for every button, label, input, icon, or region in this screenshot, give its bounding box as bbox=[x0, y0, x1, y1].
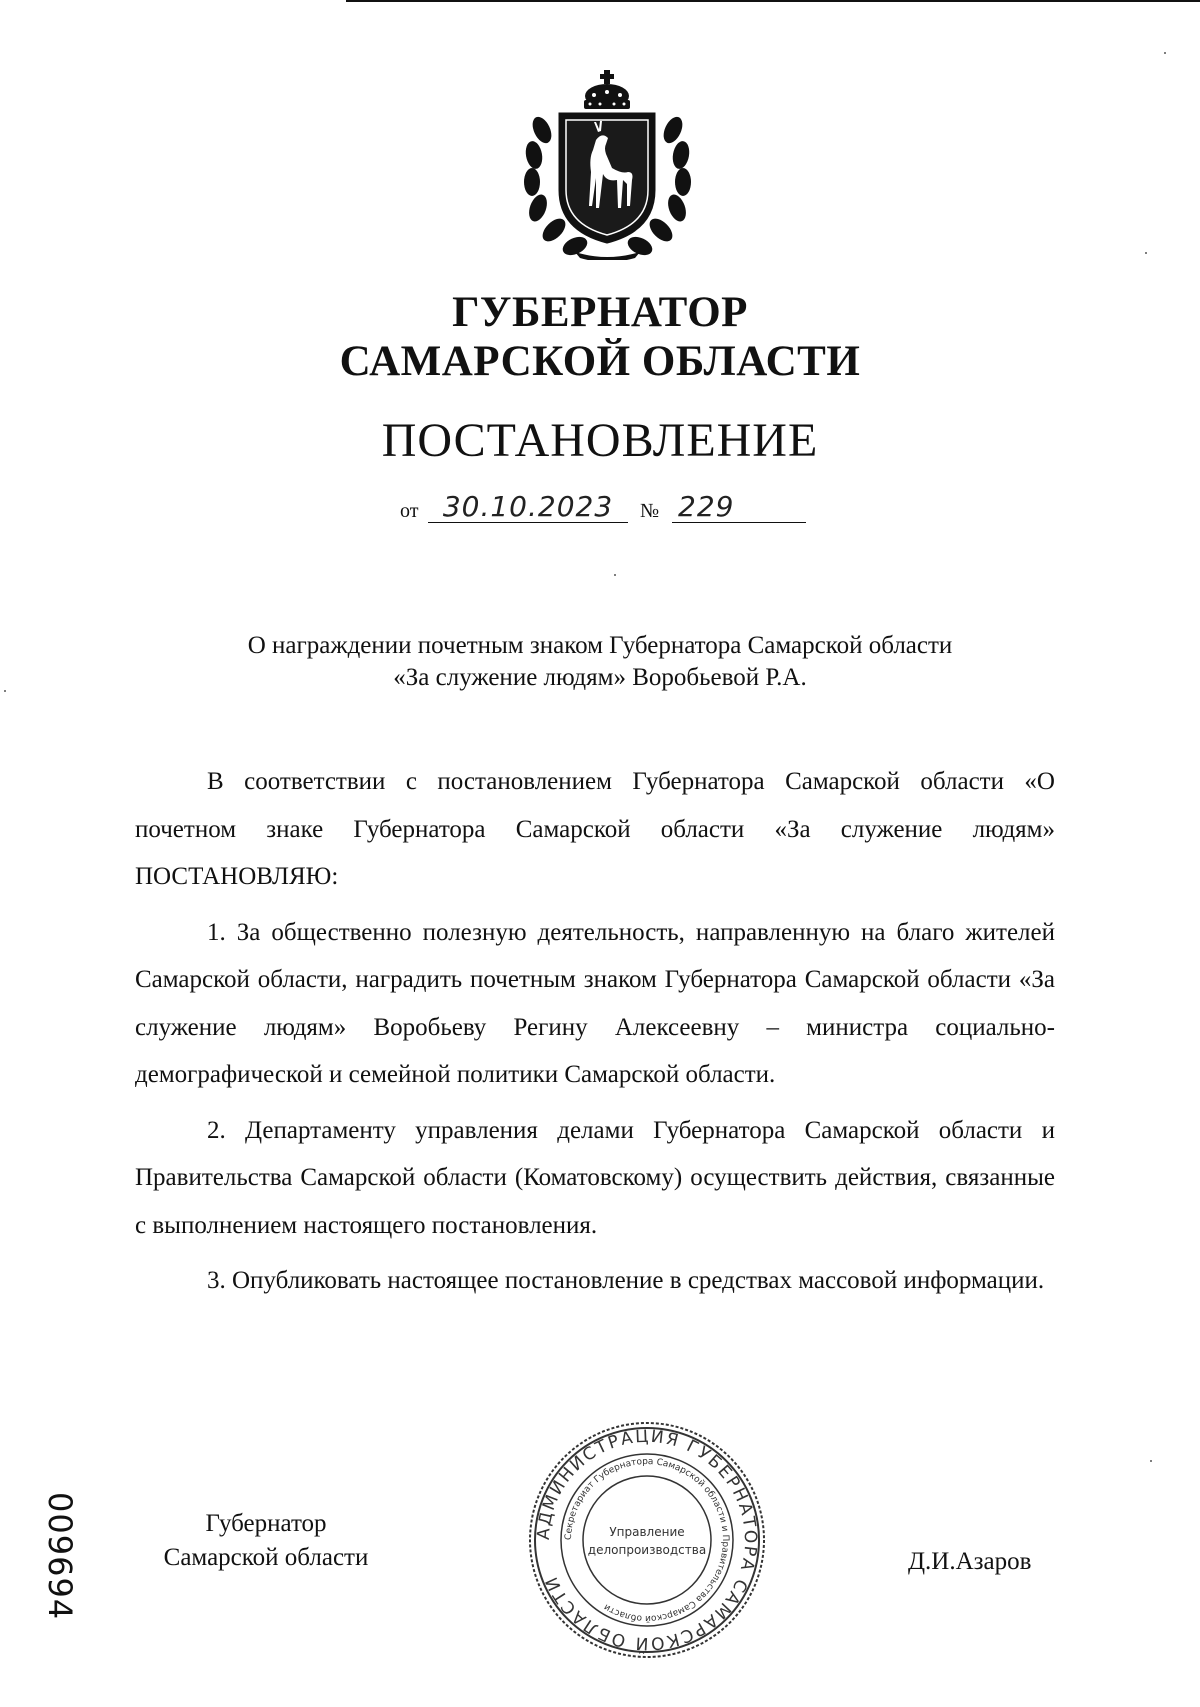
serial-number: 009694 bbox=[41, 1492, 79, 1621]
item-paragraph-1: 1. За общественно полезную деятельность, направленную на благо жителей Самарской области, наградить почетным знаком Губернатора Самарской области «За служение людям» Воробьеву Регину Алексеевну – министра социально-демографической и семейной политики Самарской области. bbox=[135, 918, 1055, 1088]
stamp-center-line1: Управление bbox=[609, 1525, 685, 1539]
subject-line2: «За служение людям» Воробьевой Р.А. bbox=[393, 664, 807, 691]
item-paragraph-2: 2. Департаменту управления делами Губернатора Самарской области и Правительства Самарской области (Коматовскому) осуществить действия, связанные с выполнением настоящего постановления. bbox=[135, 1116, 1055, 1239]
date-value: 30.10.2023 bbox=[428, 490, 628, 523]
signatory-name: Д.И.Азаров bbox=[908, 1548, 1032, 1575]
subject-line1: О награждении почетным знаком Губернатора Самарской области bbox=[247, 632, 953, 659]
scan-speck bbox=[4, 690, 6, 692]
signatory-position-line1: Губернатор bbox=[205, 1510, 327, 1537]
number-label: № bbox=[640, 500, 660, 522]
scan-top-edge bbox=[346, 0, 1200, 2]
scan-speck bbox=[1145, 252, 1147, 254]
scan-speck bbox=[614, 574, 616, 576]
date-label: от bbox=[400, 500, 419, 522]
preamble-paragraph: В соответствии с постановлением Губернатора Самарской области «О почетном знаке Губернатора Самарской области «За служение людям» ПОСТАНОВЛЯЮ: bbox=[135, 768, 1055, 890]
official-round-stamp bbox=[527, 1420, 767, 1660]
issuer-title-line1: ГУБЕРНАТОР bbox=[452, 289, 748, 336]
issuer-title-line2: САМАРСКОЙ ОБЛАСТИ bbox=[339, 338, 861, 385]
document-body bbox=[135, 758, 1055, 1305]
document-type: ПОСТАНОВЛЕНИЕ bbox=[381, 414, 819, 467]
item-paragraph-3: 3. Опубликовать настоящее постановление в средствах массовой информации. bbox=[207, 1267, 1045, 1294]
svg-text:Секретариат Губернатора Самарс bbox=[564, 1457, 730, 1623]
scan-speck bbox=[1164, 52, 1166, 54]
samara-region-coat-of-arms-icon bbox=[520, 70, 695, 260]
document-subject bbox=[150, 630, 1050, 694]
signatory-position bbox=[136, 1507, 396, 1575]
scan-speck bbox=[1150, 1460, 1152, 1462]
signatory-position-line2: Самарской области bbox=[163, 1544, 369, 1571]
stamp-inner-text: Секретариат Губернатора Самарской области и Правительства Самарской области bbox=[563, 1456, 731, 1624]
stamp-center-line2: делопроизводства bbox=[587, 1543, 707, 1557]
stamp-outer-text: АДМИНИСТРАЦИЯ ГУБЕРНАТОРА САМАРСКОЙ ОБЛАСТИ bbox=[533, 1426, 761, 1654]
number-value: 229 bbox=[672, 490, 806, 523]
